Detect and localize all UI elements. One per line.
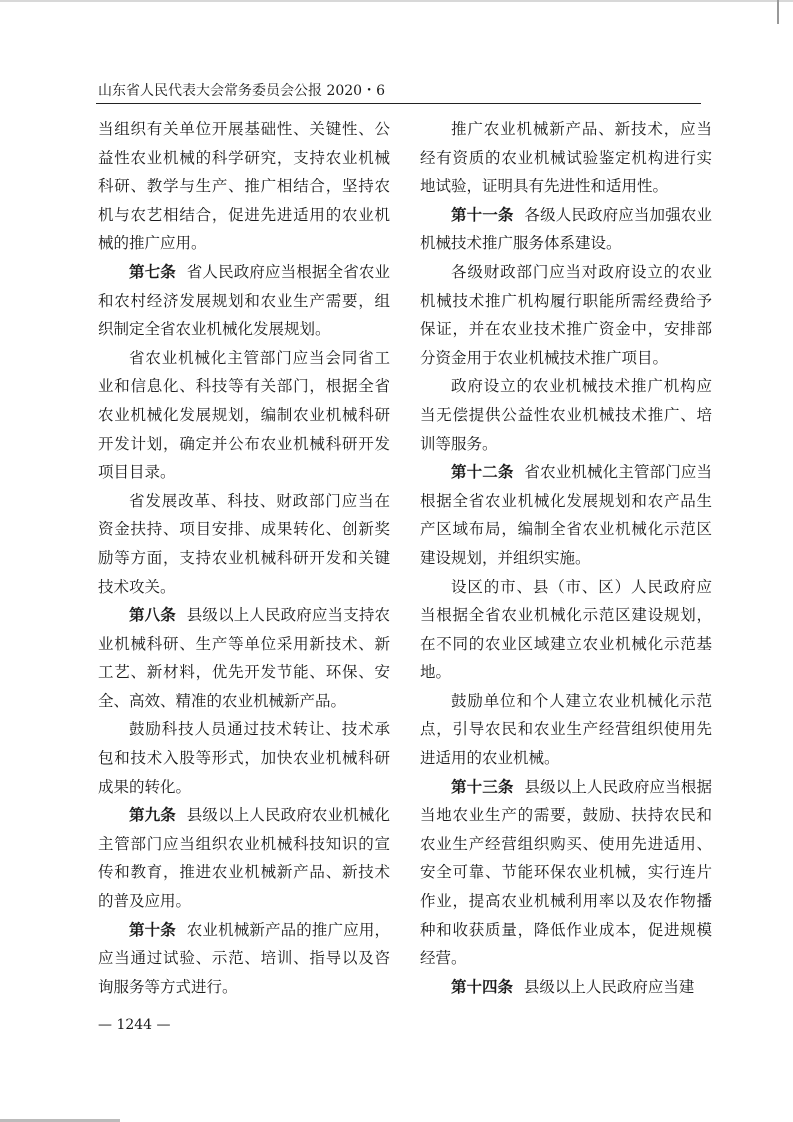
paragraph-text: 县级以上人民政府应当根据当地农业生产的需要，鼓励、扶持农民和农业生产经营组织购买、使用先进适用、安全可靠、节能环保农业机械，实行连片作业，提高农业机械利用率以及农作物播种和收获质量，降低作业成本，促进规模经营。 [420,777,712,968]
paragraph [98,344,390,487]
article-number: 第七条 [129,262,176,281]
article-number: 第九条 [129,806,176,825]
article-number: 第八条 [129,606,176,625]
paragraph [420,201,712,258]
paragraph-text: 农业机械新产品的推广应用，应当通过试验、示范、培训、指导以及咨询服务等方式进行。 [98,920,390,996]
paragraph [420,973,712,1002]
right-column [420,115,712,1001]
paragraph-text: 当组织有关单位开展基础性、关键性、公益性农业机械的科学研究，支持农业机械科研、教学与生产、推广相结合，坚持农机与农艺相结合，促进先进适用的农业机械的推广应用。 [98,120,390,253]
paragraph [420,115,712,201]
paragraph-text: 省人民政府应当根据全省农业和农村经济发展规划和农业生产需要，组织制定全省农业机械化发展规划。 [98,262,390,339]
paragraph [420,687,712,773]
paragraph-text: 各级财政部门应当对政府设立的农业机械技术推广机构履行职能所需经费给予保证，并在农业技术推广资金中，安排部分资金用于农业机械技术推广项目。 [420,262,712,367]
paragraph [420,258,712,372]
paragraph [98,115,390,258]
paragraph-text: 县级以上人民政府应当建 [523,977,695,996]
paragraph-text: 省农业机械化主管部门应当根据全省农业机械化发展规划和农产品生产区域布局，编制全省农业机械化示范区建设规划，并组织实施。 [420,463,712,567]
paragraph [98,258,390,344]
article-number: 第十二条 [451,463,514,482]
paragraph-text: 县级以上人民政府应当支持农业机械科研、生产等单位采用新技术、新工艺、新材料，优先开发节能、环保、安全、高效、精准的农业机械新产品。 [98,606,390,710]
paragraph [420,573,712,687]
paragraph [98,601,390,715]
paragraph-text: 县级以上人民政府农业机械化主管部门应当组织农业机械科技知识的宣传和教育，推进农业机械新产品、新技术的普及应用。 [98,806,390,911]
article-number: 第十四条 [451,977,514,996]
scan-edge-mark [777,0,779,24]
paragraph [420,773,712,973]
page-number: — 1244 — [98,1017,171,1033]
article-number: 第十三条 [451,777,514,796]
paragraph [98,487,390,601]
paragraph-text: 鼓励单位和个人建立农业机械化示范点，引导农民和农业生产经营组织使用先进适用的农业机械。 [420,691,712,768]
article-number: 第十条 [129,920,176,939]
paragraph-text: 推广农业机械新产品、新技术，应当经有资质的农业机械试验鉴定机构进行实地试验，证明具有先进性和适用性。 [420,120,712,196]
header-divider [96,103,701,104]
paragraph [98,801,390,915]
paragraph [420,372,712,458]
paragraph [98,715,390,801]
scan-edge-top [0,0,793,2]
paragraph-text: 各级人民政府应当加强农业机械技术推广服务体系建设。 [420,205,712,253]
left-column [98,115,390,1001]
paragraph-text: 省发展改革、科技、财政部门应当在资金扶持、项目安排、成果转化、创新奖励等方面，支持农业机械科研开发和关键技术攻关。 [98,491,390,596]
paragraph [98,916,390,1002]
paragraph-text: 鼓励科技人员通过技术转让、技术承包和技术入股等形式，加快农业机械科研成果的转化。 [98,720,390,796]
bulletin-header: 山东省人民代表大会常务委员会公报 2020・6 [98,83,385,99]
paragraph-text: 省农业机械化主管部门应当会同省工业和信息化、科技等有关部门，根据全省农业机械化发展规划，编制农业机械科研开发计划，确定并公布农业机械科研开发项目目录。 [98,348,390,482]
paragraph-text: 政府设立的农业机械技术推广机构应当无偿提供公益性农业机械技术推广、培训等服务。 [420,377,712,453]
article-number: 第十一条 [451,205,514,224]
paragraph [420,458,712,572]
paragraph-text: 设区的市、县（市、区）人民政府应当根据全省农业机械化示范区建设规划，在不同的农业区域建立农业机械化示范基地。 [420,577,712,682]
